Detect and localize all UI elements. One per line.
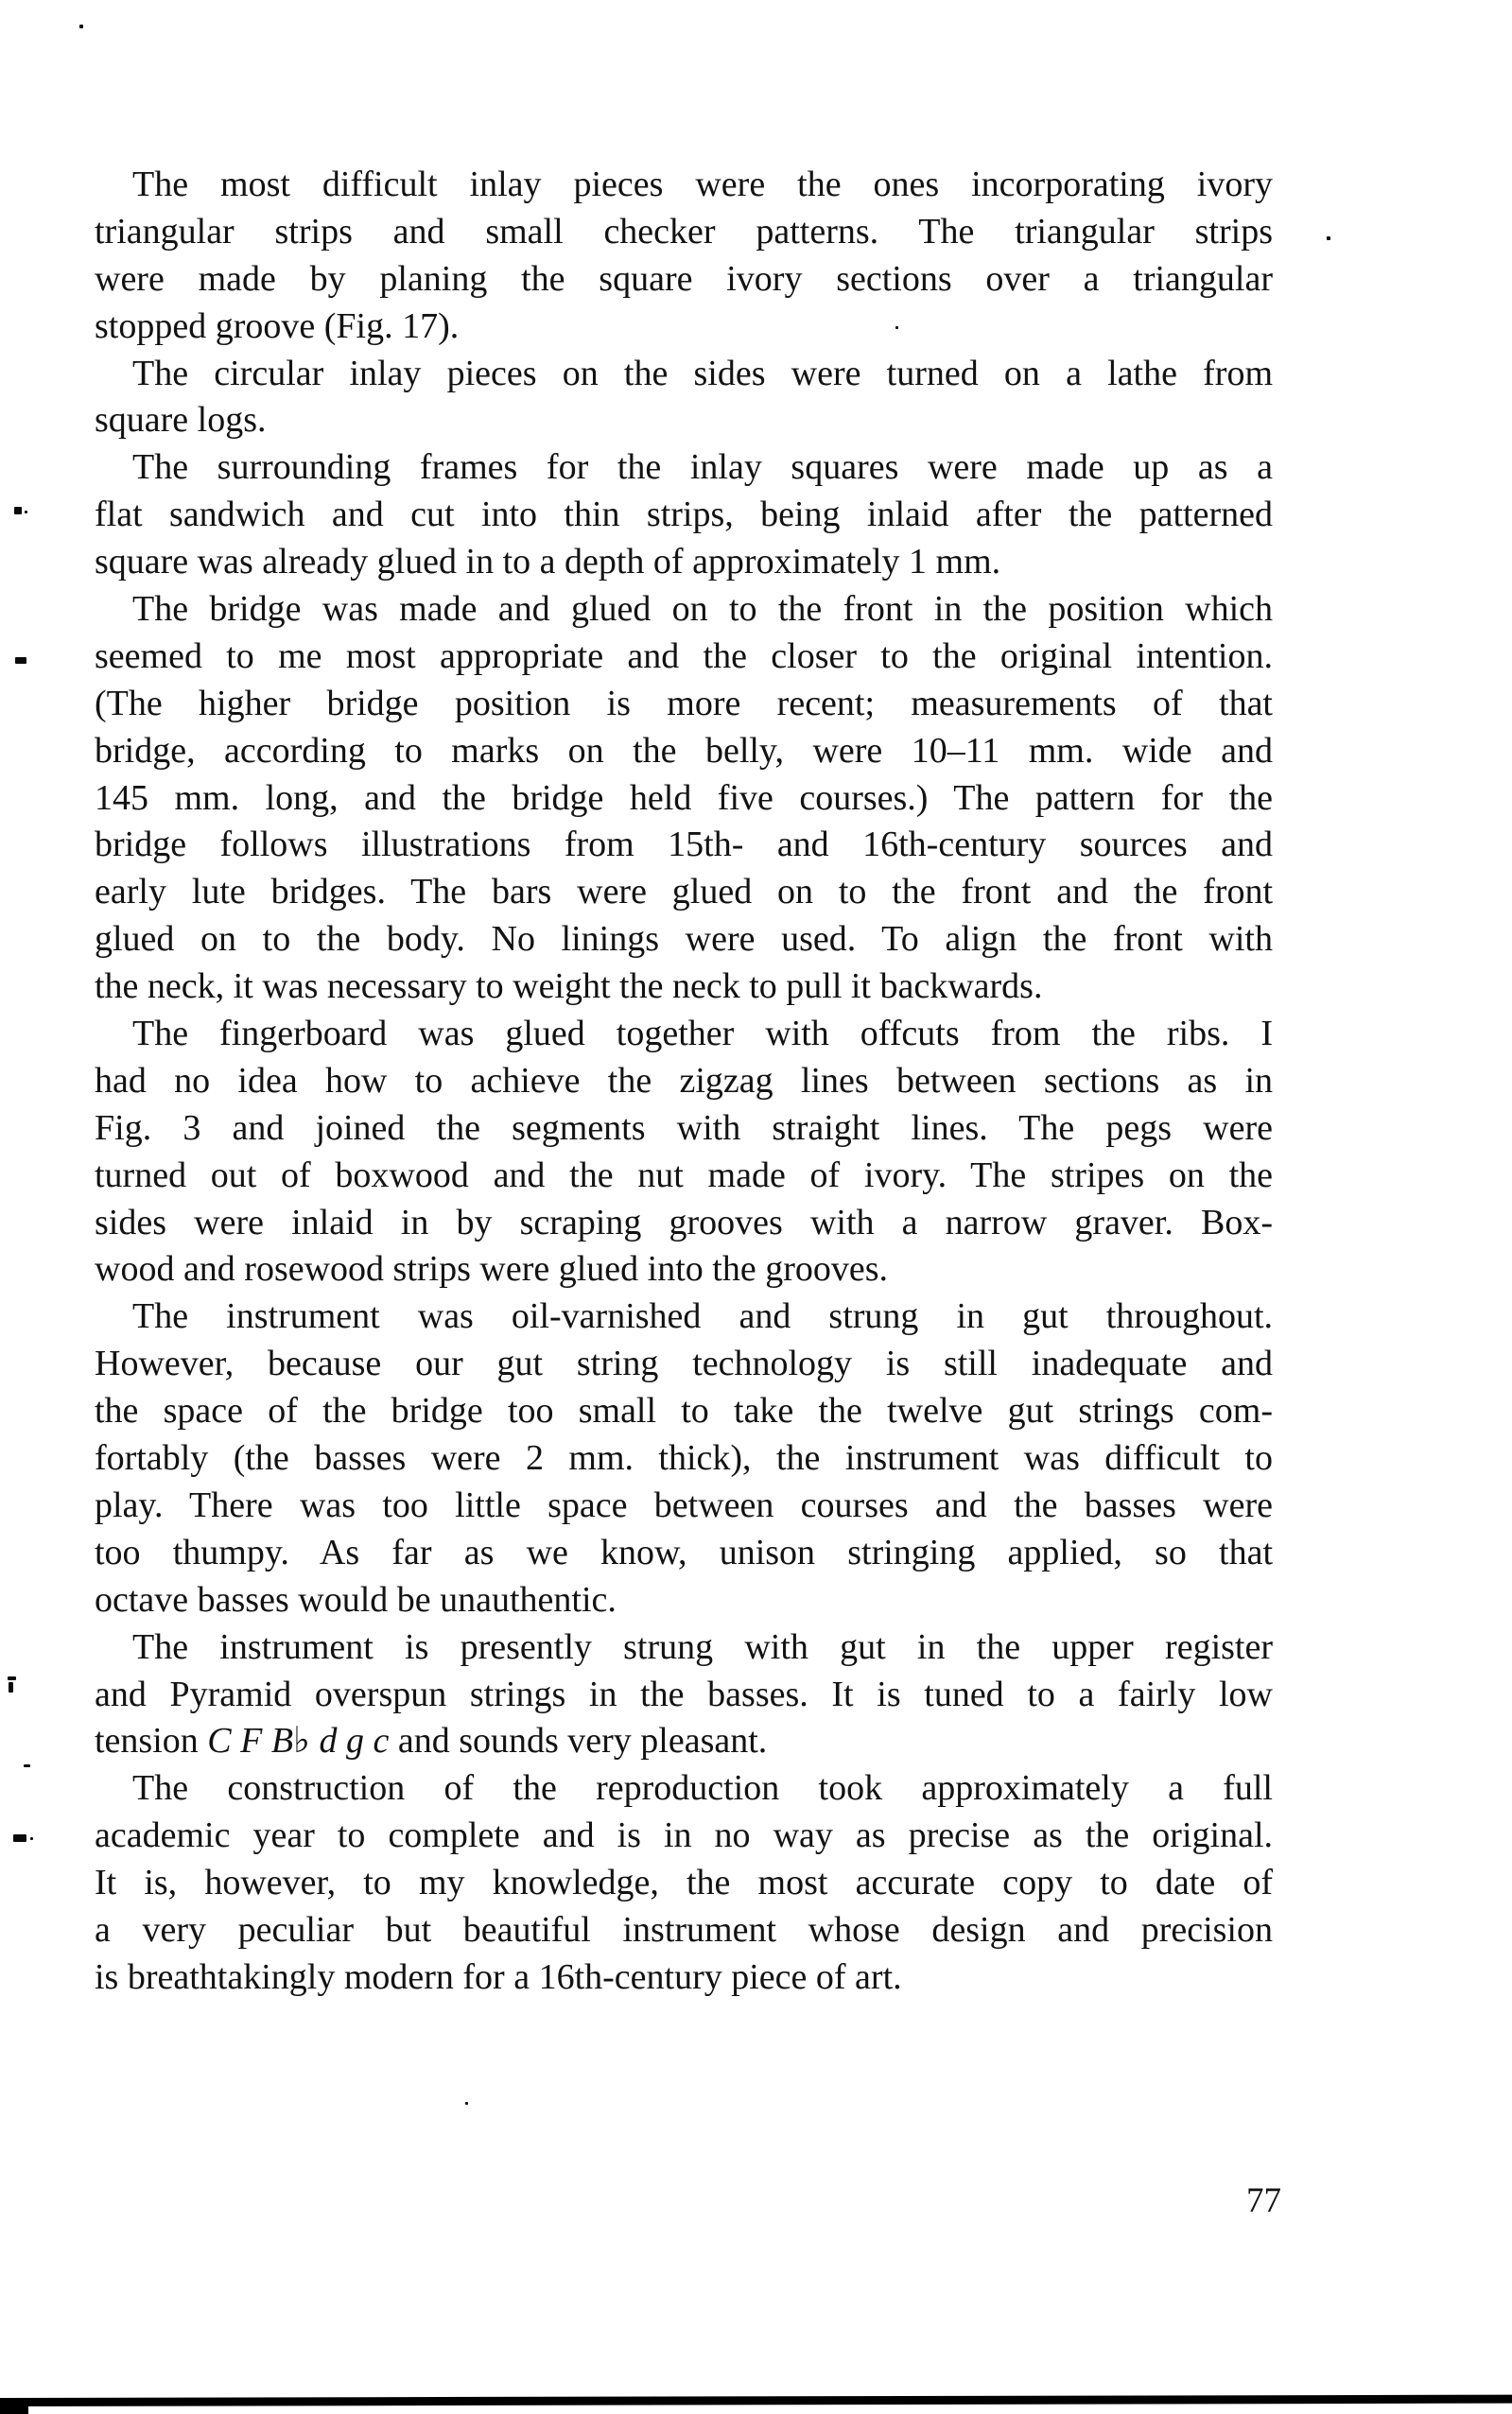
text-line: The fingerboard was glued together with offcuts from the ribs. I <box>132 1014 1273 1054</box>
paragraph <box>95 1011 1273 1294</box>
text-line: bridge, according to marks on the belly, were 10–11 mm. wide and <box>95 730 1273 771</box>
text-line: glued on to the body. No linings were used. To align the front with <box>95 919 1273 960</box>
text-line: too thumpy. As far as we know, unison stringing applied, so that <box>95 1532 1273 1572</box>
text-line: stopped groove (Fig. 17). <box>95 305 460 346</box>
text-line: The circular inlay pieces on the sides were turned on a lathe from <box>132 353 1273 393</box>
text-line: and Pyramid overspun strings in the basses. It is tuned to a fairly low <box>95 1674 1273 1714</box>
ink-speck <box>13 1834 26 1842</box>
text-line: play. There was too little space between courses and the basses were <box>95 1485 1273 1525</box>
scan-edge-artifact-step <box>0 2405 28 2414</box>
text-line: The instrument was oil-varnished and strung in gut throughout. <box>132 1296 1273 1337</box>
ink-speck <box>24 1764 30 1767</box>
page-number: 77 <box>1246 2181 1281 2220</box>
text-line: flat sandwich and cut into thin strips, being inlaid after the patterned <box>95 495 1273 535</box>
text-line: triangular strips and small checker patterns. The triangular strips <box>95 211 1273 252</box>
paragraph <box>95 1765 1273 2001</box>
text-line: The instrument is presently strung with gut in the upper register <box>132 1626 1273 1667</box>
text-line: is breathtakingly modern for a 16th-century piece of art. <box>95 1956 902 1997</box>
ink-speck <box>15 657 26 664</box>
text-line: the neck, it was necessary to weight the neck to pull it backwards. <box>95 966 1043 1007</box>
ink-speck <box>79 25 83 28</box>
text-line: a very peculiar but beautiful instrument whose design and precision <box>95 1909 1273 1950</box>
text-line: Fig. 3 and joined the segments with straight lines. The pegs were <box>95 1107 1273 1148</box>
ink-speck <box>9 1682 13 1693</box>
text-line: (The higher bridge position is more recent; measurements of that <box>95 683 1273 723</box>
paragraph <box>95 1624 1273 1766</box>
text-line: wood and rosewood strips were glued into the grooves. <box>95 1249 889 1290</box>
text-line: sides were inlaid in by scraping grooves with a narrow graver. Box- <box>95 1202 1273 1242</box>
text-line: square logs. <box>95 400 267 441</box>
text-line: were made by planing the square ivory sections over a triangular <box>95 258 1273 299</box>
text-line: The most difficult inlay pieces were the ones incorporating ivory <box>132 165 1273 204</box>
text-line: The construction of the reproduction took approximately a full <box>132 1768 1273 1809</box>
ink-speck <box>14 507 22 514</box>
paragraph <box>95 444 1273 586</box>
ink-speck <box>895 326 898 329</box>
text-line: It is, however, to my knowledge, the most accurate copy to date of <box>95 1863 1273 1903</box>
text-line: turned out of boxwood and the nut made of ivory. The stripes on the <box>95 1155 1273 1195</box>
ink-speck <box>25 511 27 513</box>
text-line: However, because our gut string technology is still inadequate and <box>95 1344 1273 1384</box>
text-line <box>95 1718 1273 1765</box>
paragraph <box>95 586 1273 1011</box>
text-line: The bridge was made and glued on to the front in the position which <box>132 589 1273 630</box>
text-line: academic year to complete and is in no way as precise as the original. <box>95 1815 1273 1856</box>
paragraph <box>95 162 1273 351</box>
paragraph <box>95 1294 1273 1624</box>
tuning-notation: C F B♭ d g c <box>207 1721 390 1762</box>
text-line: had no idea how to achieve the zigzag lines between sections as in <box>95 1060 1273 1101</box>
text-line: square was already glued in to a depth of approximately 1 mm. <box>95 542 1001 582</box>
text-line: the space of the bridge too small to take the twelve gut strings com- <box>95 1391 1273 1432</box>
text-line: fortably (the basses were 2 mm. thick), the instrument was difficult to <box>95 1438 1273 1479</box>
ink-speck <box>1327 236 1330 240</box>
scan-edge-artifact <box>0 2395 1512 2406</box>
ink-speck <box>30 1837 33 1840</box>
text-line: The surrounding frames for the inlay squares were made up as a <box>132 447 1273 488</box>
ink-speck <box>8 1676 16 1680</box>
text-line: early lute bridges. The bars were glued on to the front and the front <box>95 872 1273 912</box>
text-line: octave basses would be unauthentic. <box>95 1579 617 1620</box>
text-line: 145 mm. long, and the bridge held five courses.) The pattern for the <box>95 777 1273 818</box>
paragraph <box>95 351 1273 445</box>
text-line: seemed to me most appropriate and the closer to the original intention. <box>95 635 1273 676</box>
page-text <box>95 162 1273 2002</box>
text-segment: and sounds very pleasant. <box>389 1721 768 1762</box>
text-segment: tension <box>95 1721 208 1762</box>
text-line: bridge follows illustrations from 15th- and 16th-century sources and <box>95 825 1273 865</box>
ink-speck <box>465 2102 468 2105</box>
